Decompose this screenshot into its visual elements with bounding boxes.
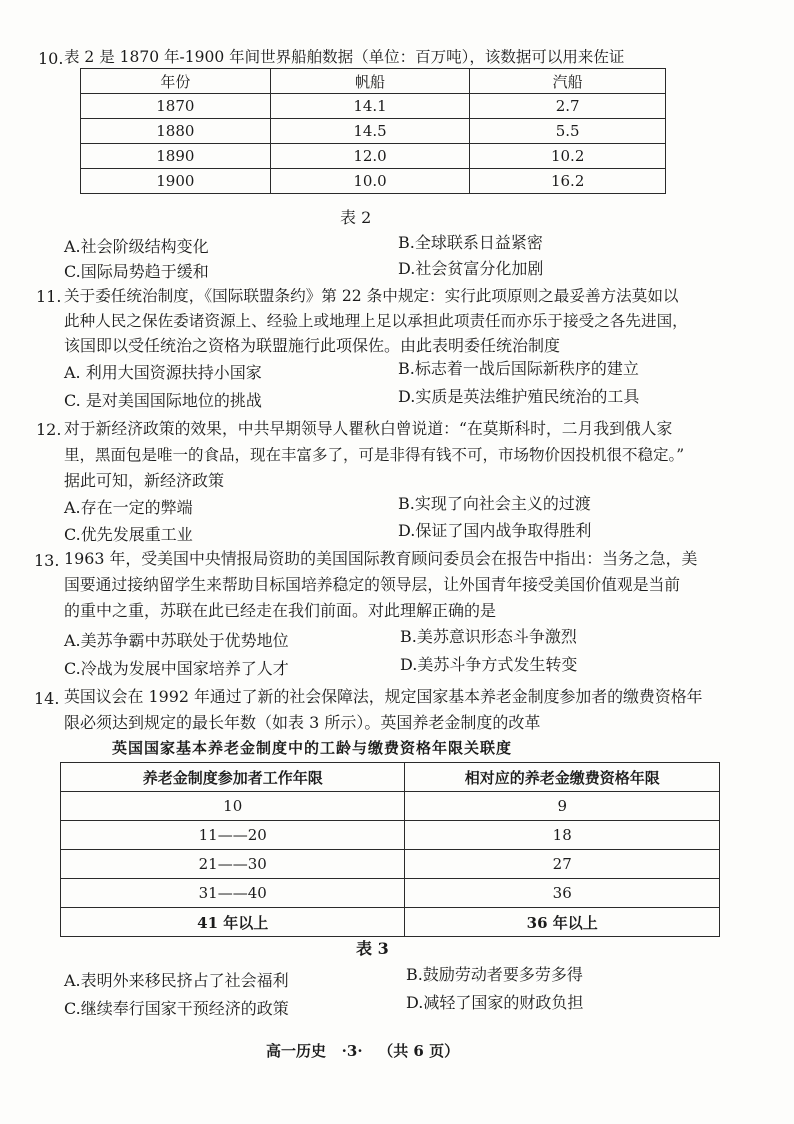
table-cell: 18 <box>405 821 720 850</box>
table-cell: 36 年以上 <box>405 908 720 937</box>
q11-option-c[interactable]: C. 是对美国国际地位的挑战 <box>64 391 262 410</box>
q14-option-b[interactable]: B.鼓励劳动者要多劳多得 <box>406 965 583 984</box>
header-cell: 相对应的养老金缴费资格年限 <box>405 763 720 792</box>
table-cell: 36 <box>405 879 720 908</box>
q12-option-a[interactable]: A.存在一定的弊端 <box>64 498 193 517</box>
header-cell: 汽船 <box>470 69 666 94</box>
table-cell: 14.5 <box>270 119 470 144</box>
q13-option-a[interactable]: A.美苏争霸中苏联处于优势地位 <box>64 631 289 650</box>
q12-option-d[interactable]: D.保证了国内战争取得胜利 <box>398 521 592 540</box>
table-row <box>81 169 666 194</box>
q11-option-d[interactable]: D.实质是英法维护殖民统治的工具 <box>398 387 640 406</box>
table-row <box>81 144 666 169</box>
table-cell: 10.2 <box>470 144 666 169</box>
q12-option-b[interactable]: B.实现了向社会主义的过渡 <box>398 494 591 513</box>
table-row <box>61 821 720 850</box>
page-footer: 高一历史 ·3· （共 6 页） <box>266 1042 460 1060</box>
table-cell: 2.7 <box>470 94 666 119</box>
header-cell: 帆船 <box>270 69 470 94</box>
table3-caption: 表 3 <box>356 939 389 958</box>
table-cell: 14.1 <box>270 94 470 119</box>
q14-number: 14. <box>34 689 60 708</box>
q14-option-a[interactable]: A.表明外来移民挤占了社会福利 <box>64 971 289 990</box>
q13-option-c[interactable]: C.冷战为发展中国家培养了人才 <box>64 659 289 678</box>
table-row <box>61 879 720 908</box>
table-cell: 11——20 <box>61 821 405 850</box>
q11-stem-line: 关于委任统治制度，《国际联盟条约》第 22 条中规定：实行此项原则之最妥善方法莫如以 <box>64 287 679 305</box>
q11-stem-line: 该国即以受任统治之资格为联盟施行此项保佐。由此表明委任统治制度 <box>64 336 561 355</box>
q10-number: 10. <box>38 49 64 68</box>
table-cell: 12.0 <box>270 144 470 169</box>
q14-option-d[interactable]: D.减轻了国家的财政负担 <box>406 993 584 1012</box>
q10-option-b[interactable]: B.全球联系日益紧密 <box>398 233 543 252</box>
table-cell: 5.5 <box>470 119 666 144</box>
table-row <box>61 763 720 792</box>
q14-stem-line: 限必须达到规定的最长年数（如表 3 所示）。英国养老金制度的改革 <box>64 713 541 732</box>
table-cell: 1890 <box>81 144 271 169</box>
q11-option-a[interactable]: A. 利用大国资源扶持小国家 <box>64 363 262 382</box>
q11-number: 11. <box>36 287 62 306</box>
table-cell: 16.2 <box>470 169 666 194</box>
q10-option-c[interactable]: C.国际局势趋于缓和 <box>64 262 209 281</box>
table-cell: 9 <box>405 792 720 821</box>
q11-stem-line: 此种人民之保佐委诸资源上、经验上或地理上足以承担此项责任而亦乐于接受之各先进国， <box>64 312 688 330</box>
q14-stem-line: 英国议会在 1992 年通过了新的社会保障法，规定国家基本养老金制度参加者的缴费资格年 <box>64 687 703 706</box>
q12-stem-line: 对于新经济政策的效果，中共早期领导人瞿秋白曾说道：“在莫斯科时，二月我到俄人家 <box>64 419 673 438</box>
q12-stem-line: 据此可知，新经济政策 <box>64 471 225 490</box>
q14-option-c[interactable]: C.继续奉行国家干预经济的政策 <box>64 999 289 1018</box>
q10-stem: 表 2 是 1870 年-1900 年间世界船舶数据（单位：百万吨），该数据可以用来佐证 <box>64 48 625 66</box>
q13-stem-line: 国要通过接纳留学生来帮助目标国培养稳定的领导层，让外国青年接受美国价值观是当前 <box>64 575 681 594</box>
q13-option-d[interactable]: D.美苏斗争方式发生转变 <box>400 655 578 674</box>
table-cell: 1880 <box>81 119 271 144</box>
ship-table <box>80 68 666 194</box>
table3-title: 英国国家基本养老金制度中的工龄与缴费资格年限关联度 <box>112 739 513 757</box>
table-cell: 31——40 <box>61 879 405 908</box>
table-cell: 41 年以上 <box>61 908 405 937</box>
q13-number: 13. <box>34 551 60 570</box>
q13-stem-line: 的重中之重，苏联在此已经走在我们前面。对此理解正确的是 <box>64 601 497 620</box>
pension-table <box>60 762 720 937</box>
q13-option-b[interactable]: B.美苏意识形态斗争激烈 <box>400 627 577 646</box>
table-row <box>81 69 666 94</box>
q13-stem-line: 1963 年，受美国中央情报局资助的美国国际教育顾问委员会在报告中指出：当务之急，美 <box>64 549 698 568</box>
header-cell: 年份 <box>81 69 271 94</box>
q10-option-d[interactable]: D.社会贫富分化加剧 <box>398 259 544 278</box>
table-cell: 10.0 <box>270 169 470 194</box>
q12-number: 12. <box>36 420 62 439</box>
table-row <box>61 908 720 937</box>
table-cell: 1900 <box>81 169 271 194</box>
table2-caption: 表 2 <box>340 208 372 227</box>
header-cell: 养老金制度参加者工作年限 <box>61 763 405 792</box>
q12-stem-line: 里，黑面包是唯一的食品，现在丰富多了，可是非得有钱不可，市场物价因投机很不稳定。” <box>64 446 685 464</box>
table-cell: 1870 <box>81 94 271 119</box>
table-row <box>61 850 720 879</box>
q10-option-a[interactable]: A.社会阶级结构变化 <box>64 237 209 256</box>
table-row <box>61 792 720 821</box>
q12-option-c[interactable]: C.优先发展重工业 <box>64 525 193 544</box>
table-row <box>81 94 666 119</box>
table-cell: 10 <box>61 792 405 821</box>
table-row <box>81 119 666 144</box>
table-cell: 21——30 <box>61 850 405 879</box>
table-cell: 27 <box>405 850 720 879</box>
q11-option-b[interactable]: B.标志着一战后国际新秩序的建立 <box>398 359 639 378</box>
